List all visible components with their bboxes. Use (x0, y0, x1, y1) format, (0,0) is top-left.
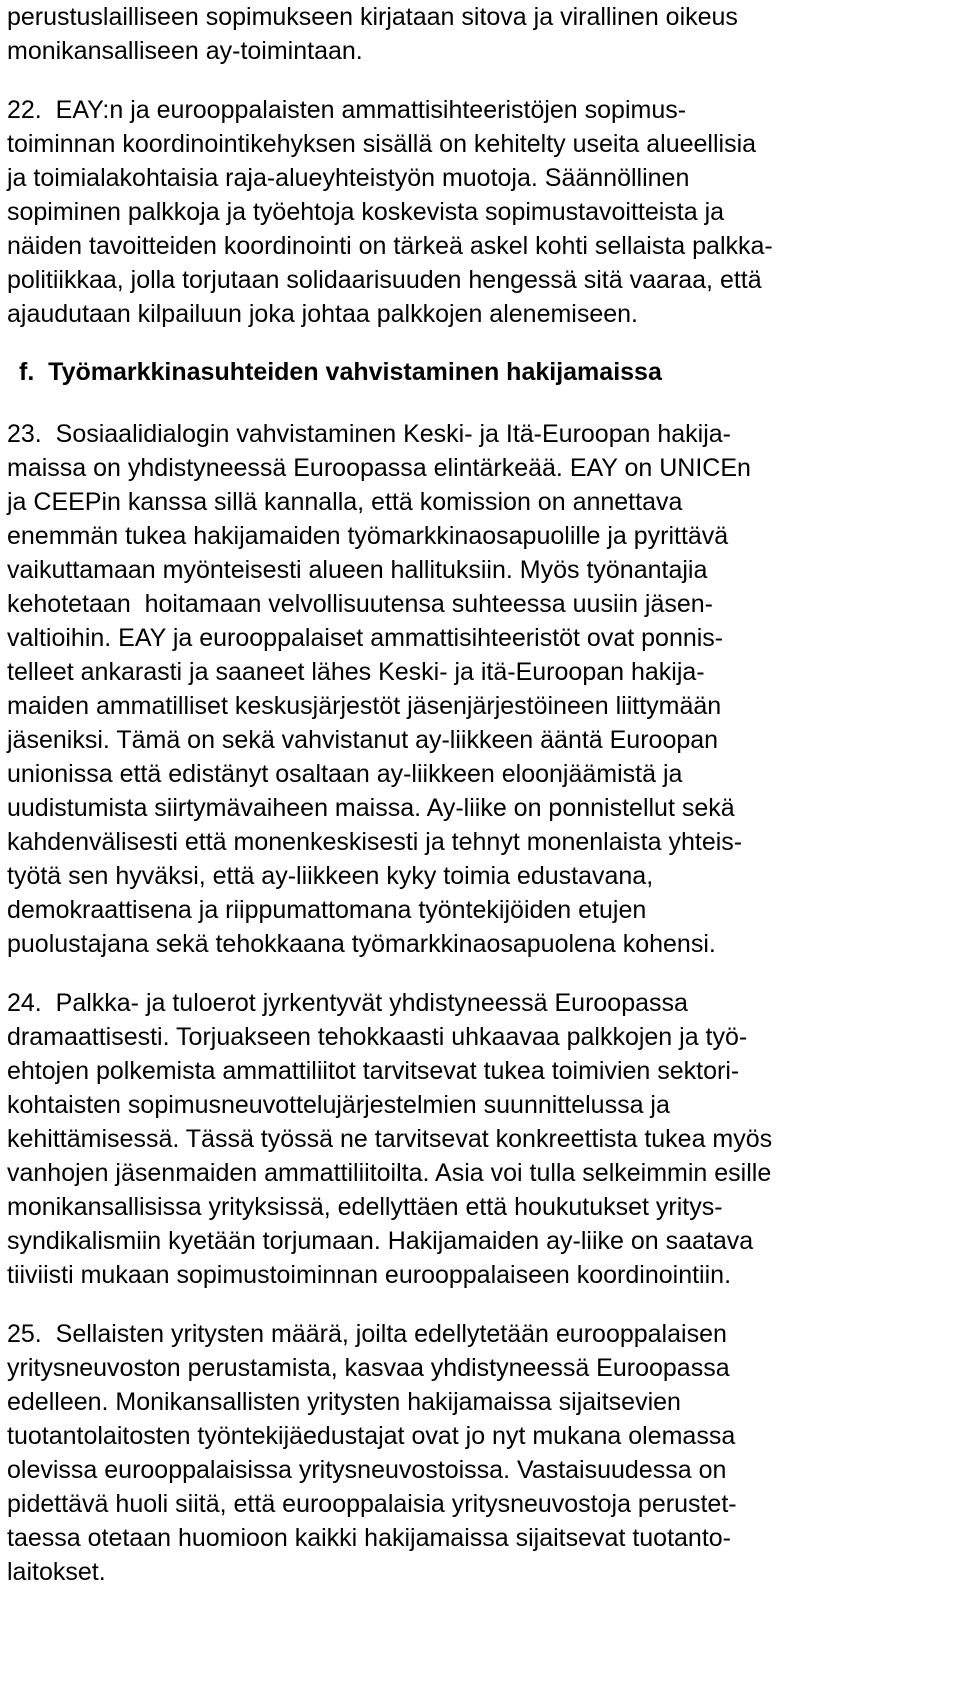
text-line: maissa on yhdistyneessä Euroopassa elintärkeää. EAY on UNICEn (7, 454, 751, 482)
paragraph-25-start: 25. Sellaisten yritysten määrä, joilta edellytetään eurooppalaisen (7, 1320, 727, 1348)
paragraph-23-start: 23. Sosiaalidialogin vahvistaminen Keski- ja Itä-Euroopan hakija- (7, 420, 732, 448)
text-line: edelleen. Monikansallisten yritysten hakijamaissa sijaitsevien (7, 1388, 681, 1416)
text-line: tuotantolaitosten työntekijäedustajat ovat jo nyt mukana olemassa (7, 1422, 736, 1450)
text-line: maiden ammatilliset keskusjärjestöt jäsenjärjestöineen liittymään (7, 692, 722, 720)
text-line: jäseniksi. Tämä on sekä vahvistanut ay-liikkeen ääntä Euroopan (7, 726, 719, 754)
paragraph-24-start: 24. Palkka- ja tuloerot jyrkentyvät yhdistyneessä Euroopassa (7, 989, 688, 1017)
text-line: monikansalliseen ay-toimintaan. (7, 37, 363, 65)
text-line: ja CEEPin kanssa sillä kannalla, että komission on annettava (7, 488, 683, 516)
text-line: unionissa että edistänyt osaltaan ay-liikkeen eloonjäämistä ja (7, 760, 683, 788)
text-line: taessa otetaan huomioon kaikki hakijamaissa sijaitsevat tuotanto- (7, 1524, 732, 1552)
text-line: enemmän tukea hakijamaiden työmarkkinaosapuolille ja pyrittävä (7, 522, 729, 550)
section-heading-f: f. Työmarkkinasuhteiden vahvistaminen hakijamaissa (19, 358, 662, 386)
text-line: yritysneuvoston perustamista, kasvaa yhdistyneessä Euroopassa (7, 1354, 730, 1382)
text-line: syndikalismiin kyetään torjumaan. Hakijamaiden ay-liike on saatava (7, 1227, 754, 1255)
text-line: kahdenvälisesti että monenkeskisesti ja tehnyt monenlaista yhteis- (7, 828, 743, 856)
text-line: näiden tavoitteiden koordinointi on tärkeä askel kohti sellaista palkka- (7, 232, 773, 260)
text-line: tiiviisti mukaan sopimustoiminnan eurooppalaiseen koordinointiin. (7, 1261, 732, 1289)
text-line: pidettävä huoli siitä, että eurooppalaisia yritysneuvostoja perustet- (7, 1490, 737, 1518)
text-line: vaikuttamaan myönteisesti alueen hallituksiin. Myös työnantajia (7, 556, 708, 584)
text-line: uudistumista siirtymävaiheen maissa. Ay-liike on ponnistellut sekä (7, 794, 735, 822)
text-line: ehtojen polkemista ammattiliitot tarvitsevat tukea toimivien sektori- (7, 1057, 740, 1085)
text-line: toiminnan koordinointikehyksen sisällä on kehitelty useita alueellisia (7, 130, 757, 158)
text-line: sopiminen palkkoja ja työehtoja koskevista sopimustavoitteista ja (7, 198, 725, 226)
paragraph-22-start: 22. EAY:n ja eurooppalaisten ammattisihteeristöjen sopimus- (7, 96, 687, 124)
text-line: kehittämisessä. Tässä työssä ne tarvitsevat konkreettista tukea myös (7, 1125, 773, 1153)
text-line: demokraattisena ja riippumattomana työntekijöiden etujen (7, 896, 647, 924)
text-line: laitokset. (7, 1558, 106, 1586)
text-line: kohtaisten sopimusneuvottelujärjestelmien suunnittelussa ja (7, 1091, 670, 1119)
text-line: ajaudutaan kilpailuun joka johtaa palkkojen alenemiseen. (7, 300, 639, 328)
text-line: monikansallisissa yrityksissä, edellyttäen että houkutukset yritys- (7, 1193, 723, 1221)
text-line: työtä sen hyväksi, että ay-liikkeen kyky toimia edustavana, (7, 862, 654, 890)
text-line: vanhojen jäsenmaiden ammattiliitoilta. Asia voi tulla selkeimmin esille (7, 1159, 772, 1187)
text-line: kehotetaan hoitamaan velvollisuutensa suhteessa uusiin jäsen- (7, 590, 714, 618)
text-line: telleet ankarasti ja saaneet lähes Keski- ja itä-Euroopan hakija- (7, 658, 705, 686)
text-line: puolustajana sekä tehokkaana työmarkkinaosapuolena kohensi. (7, 930, 716, 958)
text-line: valtioihin. EAY ja eurooppalaiset ammattisihteeristöt ovat ponnis- (7, 624, 724, 652)
text-line: perustuslailliseen sopimukseen kirjataan sitova ja virallinen oikeus (7, 3, 738, 31)
text-line: politiikkaa, jolla torjutaan solidaarisuuden hengessä sitä vaaraa, että (7, 266, 762, 294)
text-line: dramaattisesti. Torjuakseen tehokkaasti uhkaavaa palkkojen ja työ- (7, 1023, 748, 1051)
text-line: ja toimialakohtaisia raja-alueyhteistyön muotoja. Säännöllinen (7, 164, 690, 192)
text-line: olevissa eurooppalaisissa yritysneuvostoissa. Vastaisuudessa on (7, 1456, 727, 1484)
